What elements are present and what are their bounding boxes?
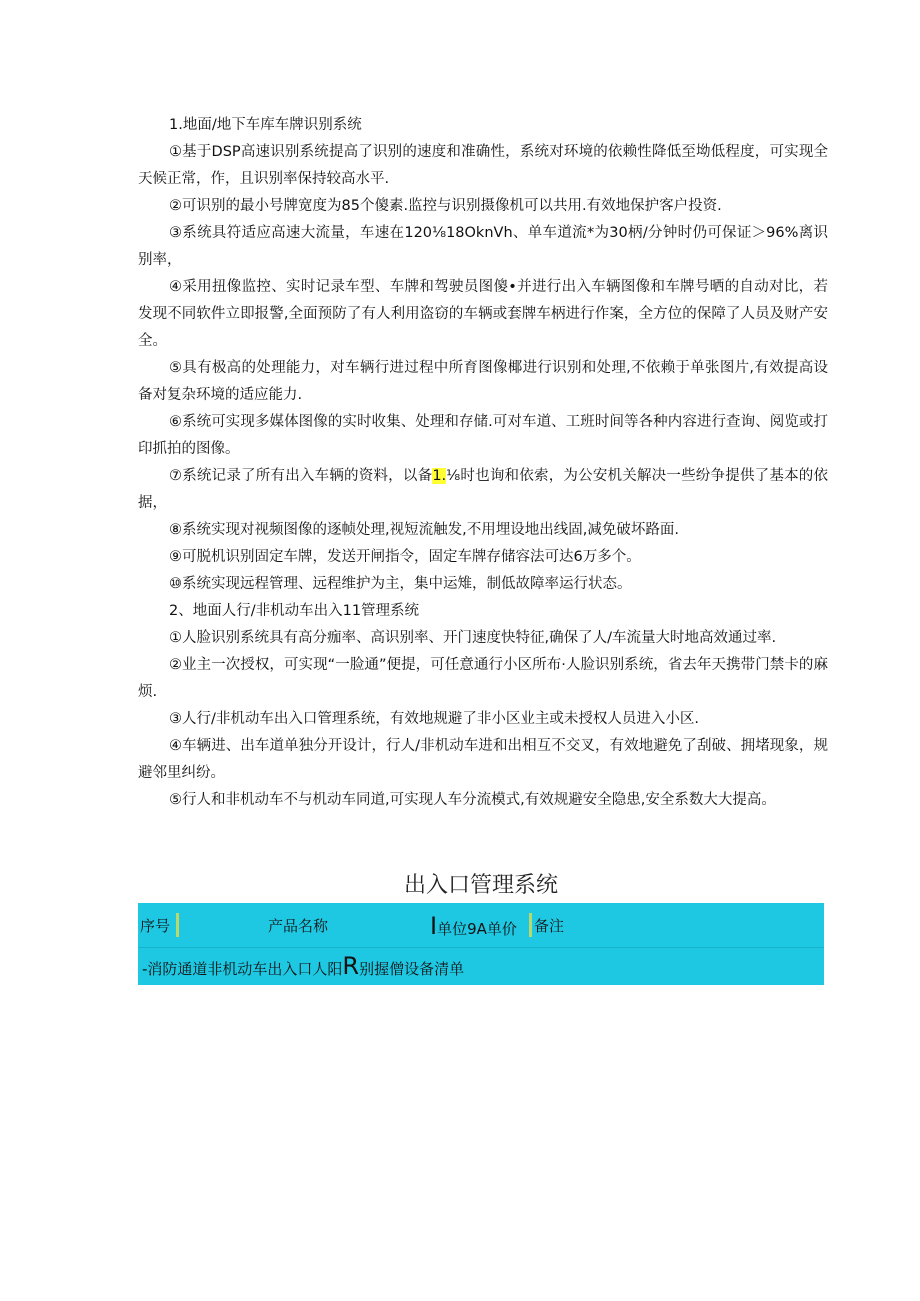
paragraph: ⑧系统实现对视频图像的逐帧处理,视短流触发,不用埋设地出线固,减免破坏路面. xyxy=(169,522,679,538)
table-row xyxy=(138,948,824,985)
paragraph: ⑩系统实现远程管理、远程维护为主，集中运雉，制低故障率运行状态。 xyxy=(169,576,632,592)
header-seq: 序号 xyxy=(140,917,171,935)
paragraph-with-highlight xyxy=(138,463,828,517)
paragraph: ③系统具符适应高速大流量，车速在120⅛18OknVh、单车道流*为30柄/分钟时仍可保证＞96%离识别率， xyxy=(138,225,828,268)
header-unit-prefix: I xyxy=(430,912,438,940)
paragraph: ⑤具有极高的处理能力，对车辆行进过程中所育图像椰进行识别和处理,不依赖于单张图片,有效提高设备对复杂环境的适应能力. xyxy=(138,360,828,403)
cell-marker xyxy=(176,913,179,937)
paragraph-text-after: ⅛时也询和依索，为公安机关解决一些纷争提供了基本的依据， xyxy=(138,468,828,511)
header-unit-label: 单位9A单价 xyxy=(437,920,517,938)
paragraph: ④采用扭像监控、实时记录车型、车牌和驾驶员图傻•并进行出入车辆图像和车牌号晒的自动对比，若发现不同软件立即报警,全面预防了有人利用盗窃的车辆或套牌车柄进行作案，全方位的保障了人员及财产安全。 xyxy=(138,279,828,349)
paragraph: ⑨可脱机识别固定车牌，发送开闸指令，固定车牌存储容法可达6万多个。 xyxy=(169,549,641,565)
row-text-before: -消防通道非机动车出入口人阳 xyxy=(142,960,343,978)
paragraph: ⑥系统可实现多媒体图像的实时收集、处理和存储.可对车道、工班时间等各种内容进行查询、阅览或打印抓拍的图像。 xyxy=(138,414,828,457)
highlighted-text: 1. xyxy=(432,468,447,484)
paragraph: ②业主一次授权，可实现“一脸通”便提，可任意通行小区所布·人脸识别系统，省去年天携带门禁卡的麻烦. xyxy=(138,657,828,700)
row-text-big: R xyxy=(342,952,360,980)
header-note: 备注 xyxy=(534,917,565,935)
equipment-table xyxy=(138,903,824,985)
paragraph: ③人行/非机动车出入口管理系统，有效地规避了非小区业主或未授权人员进入小区. xyxy=(169,711,699,727)
paragraph: ①基于DSP高速识别系统提高了识别的速度和准确性，系统对环境的依赖性降低至坳低程度，可实现全天候正常，作，且识别率保持较高水平. xyxy=(138,144,828,187)
section-heading-2: 2、地面人行/非机动车出入11管理系统 xyxy=(169,603,420,619)
table-title: 出入口管理系统 xyxy=(403,873,558,898)
header-unit-price xyxy=(430,912,517,940)
cell-marker xyxy=(529,913,532,937)
table-header-row xyxy=(138,903,824,948)
paragraph: ⑤行人和非机动车不与机动车同道,可实现人车分流模式,有效规避安全隐患,安全系数大大提高。 xyxy=(169,792,776,808)
paragraph: ①人脸识别系统具有高分痂率、高识别率、开门速度快特征,确保了人/车流量大时地高效通过率. xyxy=(169,630,777,646)
row-text-after: 别握僧设备清单 xyxy=(359,960,465,978)
document-body xyxy=(138,112,828,814)
header-product-name: 产品名称 xyxy=(268,917,329,935)
paragraph: ④车辆进、出车道单独分开设计，行人/非机动车进和出相互不交叉，有效地避免了刮破、拥堵现象，规避邻里纠纷。 xyxy=(138,738,828,781)
paragraph-text-before: ⑦系统记录了所有出入车辆的资料，以备 xyxy=(169,468,433,484)
row-description xyxy=(142,952,465,980)
paragraph: ②可识别的最小号牌宽度为85个傻素.监控与识别摄像机可以共用.有效地保护客户投资. xyxy=(169,198,722,214)
section-heading-1: 1.地面/地下车库车牌识别系统 xyxy=(169,117,362,133)
